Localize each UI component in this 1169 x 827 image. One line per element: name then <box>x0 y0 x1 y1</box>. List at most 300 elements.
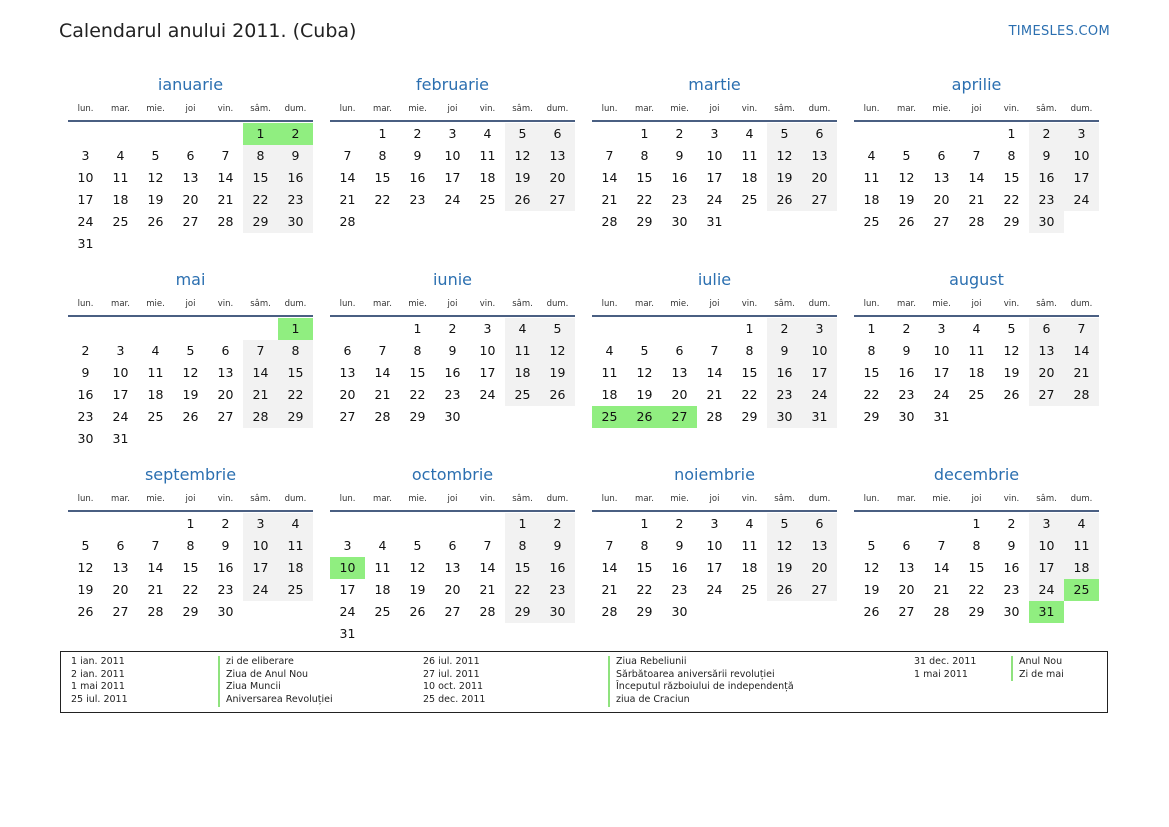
legend-name: Zi de mai <box>1019 668 1064 680</box>
day-cell: 29 <box>741 409 758 424</box>
day-cell: 5 <box>186 343 195 358</box>
weekday-label: joi <box>447 299 458 309</box>
day-cell: 8 <box>640 538 649 553</box>
empty-cell <box>400 513 435 535</box>
weekday-label: sâm. <box>774 299 795 309</box>
empty-cell <box>365 513 400 535</box>
day-cell: 15 <box>636 170 653 185</box>
day-cell: 10 <box>1064 145 1099 167</box>
weekday-header <box>68 100 313 118</box>
day-cell: 25 <box>112 214 129 229</box>
legend-date: 26 iul. 2011 <box>423 656 480 667</box>
day-cell: 23 <box>278 189 313 211</box>
day-cell: 6 <box>116 538 125 553</box>
day-cell: 4 <box>605 343 614 358</box>
day-cell: 18 <box>741 170 758 185</box>
day-cell: 8 <box>972 538 981 553</box>
weekday-header <box>592 295 837 313</box>
day-cell: 24 <box>1064 189 1099 211</box>
day-cell: 5 <box>413 538 422 553</box>
day-cell: 28 <box>479 604 496 619</box>
day-cell: 1 <box>186 516 195 531</box>
day-cell: 29 <box>409 409 426 424</box>
weekday-label: sâm. <box>774 104 795 114</box>
day-cell: 26 <box>767 189 802 211</box>
weekday-label: mar. <box>635 494 654 504</box>
weekday-label: lun. <box>601 299 618 309</box>
weekday-label: vin. <box>741 299 758 309</box>
legend-date: 25 dec. 2011 <box>423 694 486 706</box>
weekday-label: lun. <box>77 494 94 504</box>
day-cell: 13 <box>933 170 950 185</box>
weekday-label: dum. <box>808 299 831 309</box>
holiday-day: 10 <box>330 557 365 579</box>
day-cell: 19 <box>636 387 653 402</box>
day-cell: 27 <box>802 579 837 601</box>
days-grid <box>330 512 575 645</box>
month-februarie <box>330 74 575 264</box>
holiday-day: 25 <box>1064 579 1099 601</box>
day-cell: 20 <box>182 192 199 207</box>
day-cell: 10 <box>479 343 496 358</box>
day-cell: 3 <box>937 321 946 336</box>
weekday-label: mar. <box>373 104 392 114</box>
day-cell: 18 <box>968 365 985 380</box>
weekday-label: vin. <box>217 299 234 309</box>
legend-date: 10 oct. 2011 <box>423 681 484 693</box>
day-cell: 28 <box>217 214 234 229</box>
day-cell: 28 <box>339 214 356 229</box>
day-cell: 12 <box>1003 343 1020 358</box>
day-cell: 3 <box>710 126 719 141</box>
day-cell: 29 <box>505 601 540 623</box>
day-cell: 4 <box>867 148 876 163</box>
day-cell: 10 <box>444 148 461 163</box>
legend-date: 27 iul. 2011 <box>423 668 480 680</box>
day-cell: 6 <box>902 538 911 553</box>
weekday-label: sâm. <box>1036 494 1057 504</box>
day-cell: 18 <box>147 387 164 402</box>
day-cell: 7 <box>972 148 981 163</box>
month-octombrie <box>330 464 575 654</box>
day-cell: 13 <box>112 560 129 575</box>
day-cell: 17 <box>112 387 129 402</box>
day-cell: 22 <box>863 387 880 402</box>
site-link[interactable]: TIMESLES.COM <box>1008 24 1110 39</box>
day-cell: 14 <box>339 170 356 185</box>
day-cell: 3 <box>243 513 278 535</box>
day-cell: 2 <box>1029 123 1064 145</box>
day-cell: 6 <box>802 513 837 535</box>
day-cell: 2 <box>675 126 684 141</box>
day-cell: 8 <box>378 148 387 163</box>
day-cell: 15 <box>636 560 653 575</box>
weekday-label: joi <box>185 494 196 504</box>
day-cell: 20 <box>898 582 915 597</box>
weekday-header <box>592 100 837 118</box>
month-name: decembrie <box>933 465 1020 484</box>
day-cell: 29 <box>182 604 199 619</box>
empty-cell <box>208 123 243 145</box>
empty-cell <box>173 123 208 145</box>
day-cell: 7 <box>221 148 230 163</box>
day-cell: 21 <box>1064 362 1099 384</box>
day-cell: 27 <box>933 214 950 229</box>
day-cell: 12 <box>636 365 653 380</box>
day-cell: 31 <box>77 236 94 251</box>
empty-cell <box>592 513 627 535</box>
weekday-label: mie. <box>408 494 427 504</box>
day-cell: 28 <box>601 604 618 619</box>
day-cell: 20 <box>671 387 688 402</box>
day-cell: 27 <box>802 189 837 211</box>
month-august <box>854 269 1099 459</box>
day-cell: 16 <box>409 170 426 185</box>
day-cell: 9 <box>675 148 684 163</box>
day-cell: 7 <box>343 148 352 163</box>
month-name: septembrie <box>144 465 237 484</box>
day-cell: 21 <box>601 192 618 207</box>
day-cell: 6 <box>802 123 837 145</box>
day-cell: 26 <box>540 384 575 406</box>
month-iunie <box>330 269 575 459</box>
day-cell: 29 <box>636 214 653 229</box>
day-cell: 15 <box>243 167 278 189</box>
weekday-label: dum. <box>1070 494 1093 504</box>
day-cell: 16 <box>540 557 575 579</box>
month-name: aprilie <box>951 75 1002 94</box>
day-cell: 17 <box>444 170 461 185</box>
empty-cell <box>889 513 924 535</box>
day-cell: 24 <box>479 387 496 402</box>
month-name: ianuarie <box>157 75 224 94</box>
day-cell: 10 <box>802 340 837 362</box>
weekday-label: sâm. <box>512 299 533 309</box>
weekday-label: lun. <box>601 494 618 504</box>
weekday-header <box>854 295 1099 313</box>
day-cell: 1 <box>745 321 754 336</box>
day-cell: 20 <box>339 387 356 402</box>
day-cell: 16 <box>444 365 461 380</box>
day-cell: 7 <box>378 343 387 358</box>
day-cell: 17 <box>479 365 496 380</box>
weekday-label: joi <box>709 494 720 504</box>
day-cell: 26 <box>1003 387 1020 402</box>
weekday-label: joi <box>971 494 982 504</box>
month-decembrie <box>854 464 1099 654</box>
day-cell: 13 <box>802 145 837 167</box>
weekday-header <box>330 100 575 118</box>
legend-dates-col2 <box>423 656 485 707</box>
day-cell: 17 <box>802 362 837 384</box>
day-cell: 27 <box>540 189 575 211</box>
day-cell: 1 <box>640 126 649 141</box>
weekday-label: lun. <box>339 299 356 309</box>
day-cell: 16 <box>278 167 313 189</box>
weekday-label: joi <box>971 299 982 309</box>
day-cell: 22 <box>182 582 199 597</box>
day-cell: 5 <box>151 148 160 163</box>
day-cell: 5 <box>767 513 802 535</box>
day-cell: 7 <box>151 538 160 553</box>
day-cell: 26 <box>505 189 540 211</box>
legend-dates-col1 <box>71 656 128 707</box>
day-cell: 21 <box>243 384 278 406</box>
day-cell: 12 <box>898 170 915 185</box>
day-cell: 5 <box>540 318 575 340</box>
month-name: iunie <box>432 270 472 289</box>
day-cell: 10 <box>1029 535 1064 557</box>
weekday-label: vin. <box>1003 299 1020 309</box>
day-cell: 30 <box>217 604 234 619</box>
weekday-label: dum. <box>546 104 569 114</box>
legend-name: Ziua de Anul Nou <box>226 668 309 680</box>
day-cell: 24 <box>802 384 837 406</box>
weekday-label: joi <box>185 299 196 309</box>
holiday-legend <box>60 651 1108 713</box>
empty-cell <box>959 123 994 145</box>
day-cell: 18 <box>374 582 391 597</box>
day-cell: 7 <box>605 148 614 163</box>
day-cell: 2 <box>675 516 684 531</box>
empty-cell <box>330 318 365 340</box>
day-cell: 4 <box>745 516 754 531</box>
day-cell: 6 <box>221 343 230 358</box>
day-cell: 5 <box>1007 321 1016 336</box>
weekday-label: mar. <box>635 299 654 309</box>
weekday-label: mar. <box>897 104 916 114</box>
empty-cell <box>854 123 889 145</box>
days-grid <box>330 122 575 233</box>
day-cell: 2 <box>81 343 90 358</box>
day-cell: 11 <box>741 538 758 553</box>
day-cell: 19 <box>409 582 426 597</box>
day-cell: 22 <box>505 579 540 601</box>
day-cell: 9 <box>1007 538 1016 553</box>
day-cell: 1 <box>413 321 422 336</box>
day-cell: 23 <box>898 387 915 402</box>
day-cell: 24 <box>444 192 461 207</box>
empty-cell <box>889 123 924 145</box>
day-cell: 3 <box>343 538 352 553</box>
days-grid <box>592 512 837 623</box>
legend-name: zi de eliberare <box>226 656 294 667</box>
day-cell: 28 <box>933 604 950 619</box>
day-cell: 26 <box>182 409 199 424</box>
month-aprilie <box>854 74 1099 264</box>
empty-cell <box>330 123 365 145</box>
day-cell: 10 <box>77 170 94 185</box>
day-cell: 12 <box>767 145 802 167</box>
day-cell: 4 <box>378 538 387 553</box>
empty-cell <box>924 513 959 535</box>
day-cell: 31 <box>706 214 723 229</box>
empty-cell <box>662 318 697 340</box>
days-grid <box>330 317 575 428</box>
day-cell: 29 <box>636 604 653 619</box>
days-grid <box>592 317 837 428</box>
day-cell: 4 <box>1064 513 1099 535</box>
weekday-label: vin. <box>479 104 496 114</box>
empty-cell <box>365 318 400 340</box>
empty-cell <box>854 513 889 535</box>
day-cell: 28 <box>706 409 723 424</box>
day-cell: 30 <box>767 406 802 428</box>
day-cell: 10 <box>243 535 278 557</box>
weekday-label: lun. <box>77 299 94 309</box>
empty-cell <box>592 318 627 340</box>
weekday-label: mie. <box>670 299 689 309</box>
day-cell: 30 <box>77 431 94 446</box>
day-cell: 26 <box>77 604 94 619</box>
day-cell: 9 <box>767 340 802 362</box>
day-cell: 6 <box>937 148 946 163</box>
day-cell: 25 <box>863 214 880 229</box>
day-cell: 5 <box>902 148 911 163</box>
day-cell: 26 <box>147 214 164 229</box>
day-cell: 12 <box>147 170 164 185</box>
day-cell: 29 <box>278 406 313 428</box>
month-ianuarie <box>68 74 313 264</box>
weekday-label: mar. <box>635 104 654 114</box>
day-cell: 25 <box>505 384 540 406</box>
day-cell: 5 <box>767 123 802 145</box>
day-cell: 4 <box>151 343 160 358</box>
day-cell: 8 <box>505 535 540 557</box>
day-cell: 9 <box>413 148 422 163</box>
day-cell: 16 <box>1029 167 1064 189</box>
days-grid <box>68 317 313 450</box>
day-cell: 28 <box>1064 384 1099 406</box>
legend-name: Anul Nou <box>1019 656 1063 667</box>
day-cell: 9 <box>448 343 457 358</box>
day-cell: 27 <box>339 409 356 424</box>
holiday-day: 27 <box>662 406 697 428</box>
day-cell: 14 <box>601 560 618 575</box>
day-cell: 15 <box>182 560 199 575</box>
day-cell: 22 <box>968 582 985 597</box>
day-cell: 7 <box>1064 318 1099 340</box>
day-cell: 21 <box>706 387 723 402</box>
month-name: martie <box>688 75 741 94</box>
day-cell: 18 <box>505 362 540 384</box>
day-cell: 24 <box>77 214 94 229</box>
day-cell: 6 <box>343 343 352 358</box>
day-cell: 28 <box>147 604 164 619</box>
day-cell: 20 <box>217 387 234 402</box>
day-cell: 14 <box>217 170 234 185</box>
day-cell: 21 <box>217 192 234 207</box>
day-cell: 17 <box>243 557 278 579</box>
weekday-label: lun. <box>339 104 356 114</box>
weekday-label: lun. <box>863 104 880 114</box>
day-cell: 3 <box>483 321 492 336</box>
days-grid <box>68 122 313 255</box>
weekday-label: joi <box>709 299 720 309</box>
weekday-header <box>330 490 575 508</box>
weekday-label: vin. <box>479 494 496 504</box>
empty-cell <box>138 123 173 145</box>
day-cell: 27 <box>182 214 199 229</box>
empty-cell <box>330 513 365 535</box>
holiday-day: 2 <box>278 123 313 145</box>
day-cell: 19 <box>77 582 94 597</box>
day-cell: 26 <box>409 604 426 619</box>
day-cell: 26 <box>898 214 915 229</box>
weekday-label: mie. <box>932 494 951 504</box>
weekday-label: dum. <box>284 299 307 309</box>
day-cell: 25 <box>278 579 313 601</box>
day-cell: 5 <box>640 343 649 358</box>
day-cell: 10 <box>112 365 129 380</box>
legend-name: Ziua Rebeliunii <box>616 656 687 667</box>
legend-date: 1 mai 2011 <box>914 668 968 680</box>
month-name: mai <box>175 270 206 289</box>
weekday-label: mie. <box>670 494 689 504</box>
day-cell: 11 <box>601 365 618 380</box>
empty-cell <box>138 513 173 535</box>
weekday-label: vin. <box>741 494 758 504</box>
day-cell: 19 <box>767 167 802 189</box>
day-cell: 21 <box>601 582 618 597</box>
weekday-label: mie. <box>408 299 427 309</box>
day-cell: 1 <box>640 516 649 531</box>
weekday-label: joi <box>447 104 458 114</box>
day-cell: 29 <box>1003 214 1020 229</box>
day-cell: 16 <box>77 387 94 402</box>
day-cell: 18 <box>1064 557 1099 579</box>
day-cell: 24 <box>339 604 356 619</box>
day-cell: 23 <box>77 409 94 424</box>
day-cell: 23 <box>409 192 426 207</box>
day-cell: 16 <box>898 365 915 380</box>
legend-name: Sărbătoarea aniversării revoluției <box>616 668 775 680</box>
day-cell: 11 <box>374 560 391 575</box>
day-cell: 25 <box>374 604 391 619</box>
day-cell: 12 <box>767 535 802 557</box>
weekday-label: dum. <box>1070 299 1093 309</box>
empty-cell <box>435 513 470 535</box>
day-cell: 13 <box>339 365 356 380</box>
day-cell: 23 <box>217 582 234 597</box>
legend-names-col1 <box>218 656 333 707</box>
day-cell: 19 <box>1003 365 1020 380</box>
weekday-label: mar. <box>897 299 916 309</box>
month-iulie <box>592 269 837 459</box>
day-cell: 17 <box>1029 557 1064 579</box>
day-cell: 24 <box>112 409 129 424</box>
day-cell: 21 <box>933 582 950 597</box>
empty-cell <box>697 318 732 340</box>
month-name: octombrie <box>411 465 494 484</box>
day-cell: 25 <box>741 192 758 207</box>
weekday-label: vin. <box>741 104 758 114</box>
day-cell: 23 <box>540 579 575 601</box>
weekday-label: mie. <box>146 104 165 114</box>
legend-name: ziua de Craciun <box>616 694 690 706</box>
day-cell: 20 <box>112 582 129 597</box>
empty-cell <box>924 123 959 145</box>
day-cell: 12 <box>540 340 575 362</box>
day-cell: 14 <box>706 365 723 380</box>
holiday-day: 31 <box>1029 601 1064 623</box>
day-cell: 8 <box>278 340 313 362</box>
empty-cell <box>173 318 208 340</box>
holiday-day: 1 <box>243 123 278 145</box>
day-cell: 18 <box>479 170 496 185</box>
day-cell: 2 <box>221 516 230 531</box>
day-cell: 28 <box>243 406 278 428</box>
